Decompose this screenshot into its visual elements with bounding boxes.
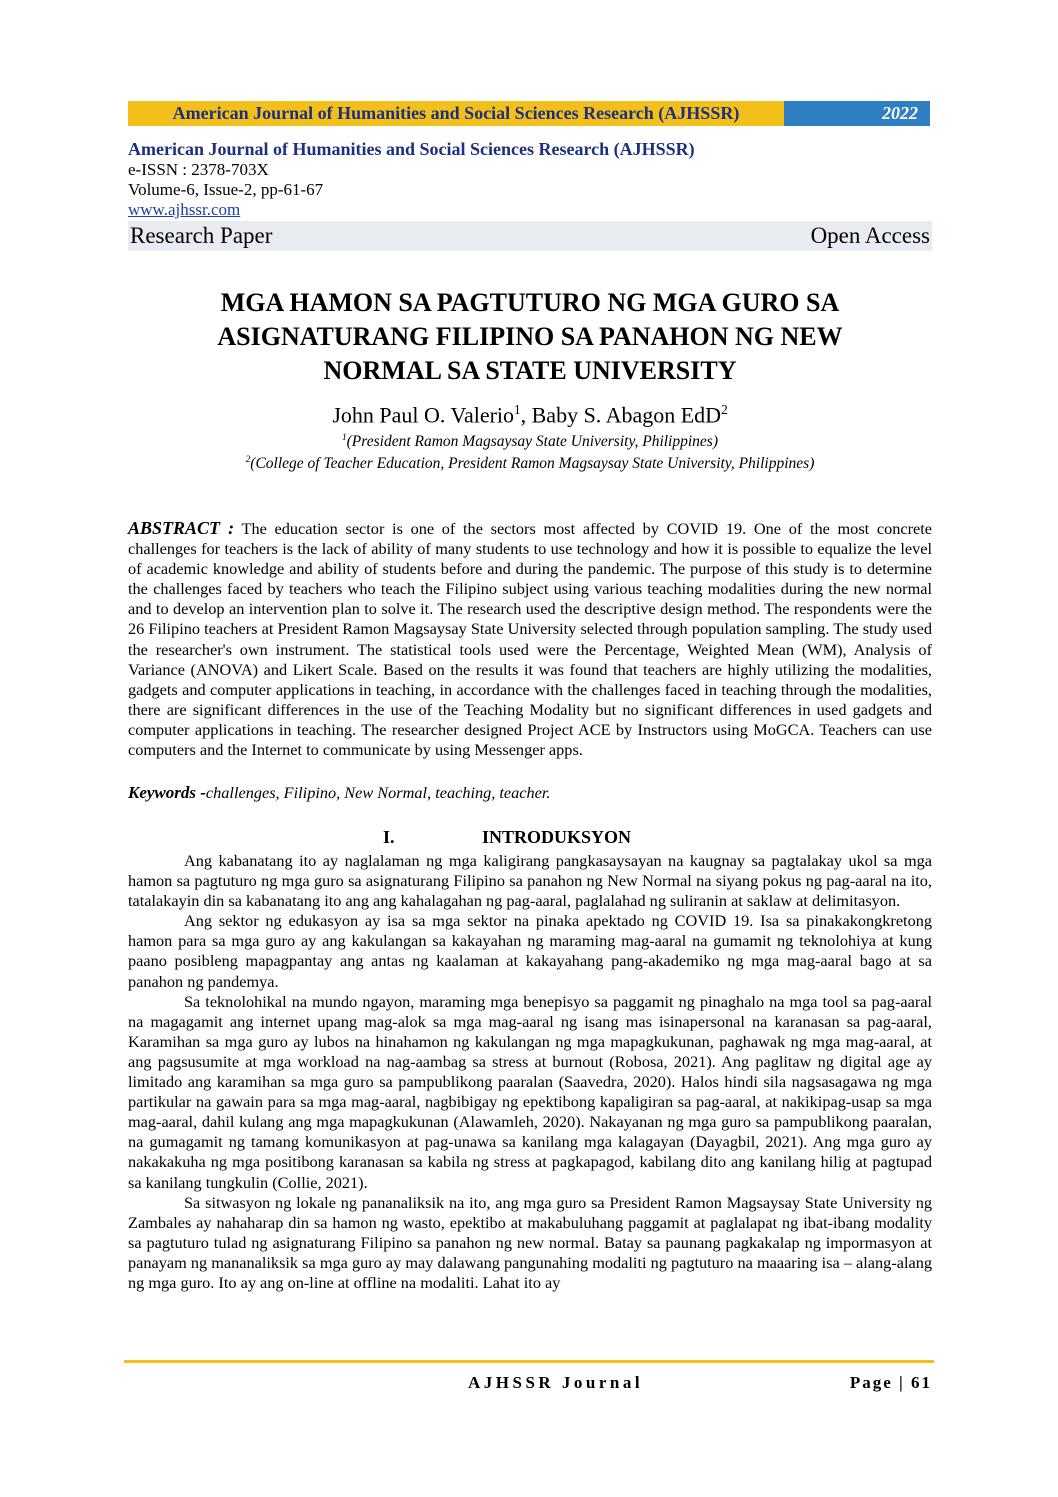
affiliation-text: (President Ramon Magsaysay State University, Philippines) [346, 433, 718, 451]
affiliation-2 [128, 450, 932, 474]
banner-year: 2022 [784, 101, 930, 126]
footer-divider [124, 1360, 934, 1363]
journal-banner [128, 101, 930, 126]
journal-info [128, 139, 932, 251]
title-line: ASIGNATURANG FILIPINO SA PANAHON NG NEW [217, 322, 843, 351]
affiliation-mark: 2 [245, 455, 251, 465]
banner-journal-name: American Journal of Humanities and Social Sciences Research (AJHSSR) [128, 101, 784, 126]
paper-type: Research Paper [130, 223, 273, 248]
abstract [128, 518, 932, 760]
affiliation-mark: 1 [341, 433, 347, 443]
section-number: I. [383, 827, 395, 847]
abstract-label: ABSTRACT : [128, 518, 235, 538]
paragraph: Ang kabanatang ito ay naglalaman ng mga kaligirang pangkasaysayan na kaugnay sa pagtalakay ukol sa mga hamon sa pagtuturo ng mga guro sa asignaturang Filipino sa panahon ng New Normal na siyang pokus ng pag-aaral na ito, tatalakayin din sa kabanatang ito ang ang kahalagahan ng pag-aaral, paglalahad ng suliranin at saklaw at delimitasyon. [128, 851, 932, 911]
journal-title: American Journal of Humanities and Social Sciences Research (AJHSSR) [128, 139, 695, 159]
title-line: MGA HAMON SA PAGTUTURO NG MGA GURO SA [220, 288, 840, 317]
paragraph: Ang sektor ng edukasyon ay isa sa mga sektor na pinaka apektado ng COVID 19. Isa sa pinakakongkretong hamon para sa mga guro ay ang kakulangan sa kakayahan ng maraming mag-aaral na gumamit ng teknolohiya at kung paano posibleng mapagpantay ang antas ng kaalaman at kakayahang pang-akademiko ng mga mag-aaral bago at sa panahon ng pandemya. [128, 911, 932, 991]
journal-eissn: e-ISSN : 2378-703X [128, 160, 269, 179]
paper-title [128, 286, 932, 388]
author-name: Baby S. Abagon EdD [531, 402, 722, 428]
author-name: John Paul O. Valerio [332, 402, 515, 428]
page-footer [128, 1373, 932, 1395]
author-list [128, 396, 932, 429]
journal-volume: Volume-6, Issue-2, pp-61-67 [128, 180, 324, 199]
abstract-text: The education sector is one of the sectors most affected by COVID 19. One of the most concrete challenges for teachers is the lack of ability of many students to use technology and how it is possible to equalize the level of academic knowledge and ability of students before and during the pandemic. The purpose of this study is to determine the challenges faced by teachers who teach the Filipino subject using various teaching modalities during the new normal and to develop an intervention plan to solve it. The research used the descriptive design method. The respondents were the 26 Filipino teachers at President Ramon Magsaysay State University selected through population sampling. The study used the researcher's own instrument. The statistical tools used were the Percentage, Weighted Mean (WM), Analysis of Variance (ANOVA) and Likert Scale. Based on the results it was found that teachers are highly utilizing the modalities, gadgets and computer applications in teaching, in accordance with the challenges faced in teaching through the modalities, there are significant differences in the use of the Teaching Modality but no significant differences in used gadgets and computer applications in teaching. The researcher designed Project ACE by Instructors using MoGCA. Teachers can use computers and the Internet to communicate by using Messenger apps. [128, 519, 932, 760]
paragraph: Sa teknolohikal na mundo ngayon, maraming mga benepisyo sa paggamit ng pinaghalo na mga tool sa pag-aaral na magagamit ang internet upang mag-alok sa mga mag-aaral ng isang mas isinapersonal na karanasan sa pag-aaral, Karamihan sa mga guro ay lubos na hinahamon ng kakulangan ng mga mapagkukunan, paghawak ng mga mag-aaral, at ang pagsusumite at mga workload na nag-aambag sa stress at burnout (Robosa, 2021). Ang paglitaw ng digital age ay limitado ang karamihan sa mga guro sa pampublikong paaralan (Saavedra, 2020). Halos hindi sila nagsasagawa ng mga partikular na gawain para sa mga mag-aaral, nagbibigay ng epektibong kapaligiran sa pag-aaral, at nakikipag-usap sa mga mag-aaral, dahil kulang ang mga mapagkukunan (Alawamleh, 2020). Nakayanan ng mga guro sa pampublikong paaralan, na gumagamit ng tamang komunikasyon at pag-unawa sa kanilang mga kalagayan (Dayagbil, 2021). Ang mga guro ay nakakakuha ng mga positibong karanasan sa kabila ng stress at pagkapagod, kabilang dito ang kanilang hilig at pagtupad sa kanilang tungkulin (Collie, 2021). [128, 991, 932, 1192]
paragraph: Sa sitwasyon ng lokale ng pananaliksik na ito, ang mga guro sa President Ramon Magsaysay State University ng Zambales ay nahaharap din sa hamon ng wasto, epektibo at makabuluhang paggamit at paglalapat ng ibat-ibang modality sa pagtuturo tulad ng asignaturang Filipino sa panahon ng new normal. Batay sa paunang pagkakalap ng impormasyon at panayam ng mananaliksik sa mga guro ay may dalawang pangunahing modaliti ng pagtuturo na maaaring isa – alang-alang ng mga guro. Ito ay ang on-line at offline na modaliti. Lahat ito ay [128, 1192, 932, 1292]
keywords [128, 783, 932, 803]
access-type: Open Access [810, 223, 930, 248]
page-label: Page | [849, 1373, 911, 1392]
keywords-label: Keywords - [128, 783, 206, 802]
footer-journal-name: AJHSSR Journal [468, 1373, 644, 1392]
affiliation-text: (College of Teacher Education, President Ramon Magsaysay State University, Philippines) [250, 455, 815, 473]
affiliation-1 [128, 428, 932, 452]
journal-url-link[interactable]: www.ajhssr.com [128, 200, 241, 219]
footer-page [850, 1373, 932, 1393]
title-line: NORMAL SA STATE UNIVERSITY [323, 356, 737, 385]
author-separator: , [520, 402, 532, 428]
page-number: 61 [911, 1373, 932, 1392]
section-heading [128, 827, 932, 849]
author-affiliation-mark: 1 [514, 402, 521, 417]
keywords-text: challenges, Filipino, New Normal, teaching, teacher. [205, 783, 551, 802]
author-affiliation-mark: 2 [721, 402, 728, 417]
paper-type-bar [128, 221, 932, 251]
section-title: INTRODUKSYON [482, 827, 632, 847]
introduction-body [128, 851, 932, 1293]
